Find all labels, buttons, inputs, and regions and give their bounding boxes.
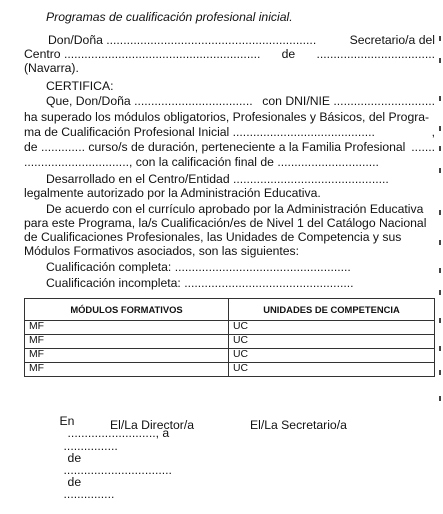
- programa-field: ma de Cualificación Profesional Inicial ..........................................: [24, 125, 375, 139]
- margin-mark: [439, 290, 441, 295]
- secretario-signature-label: El/La Secretario/a: [250, 418, 347, 432]
- uc-cell: UC: [229, 321, 435, 335]
- uc-cell: UC: [229, 349, 435, 363]
- table-row: [25, 335, 435, 349]
- table-row: [25, 363, 435, 377]
- table-header-row: [25, 299, 435, 321]
- table-row: [25, 321, 435, 335]
- navarra-label: (Navarra).: [24, 61, 79, 75]
- margin-mark: [439, 36, 441, 41]
- superado-line: ha superado los módulos obligatorios, Profesionales y Básicos, del Progra-: [24, 110, 430, 124]
- autorizado-line: legalmente autorizado por la Administración Educativa.: [24, 186, 321, 200]
- margin-mark: [439, 168, 441, 173]
- don-dona-field: Don/Doña ..............................................................: [48, 33, 317, 47]
- dni-field: con DNI/NIE ..............................: [262, 94, 435, 108]
- mf-cell: MF: [25, 363, 229, 377]
- en-field: .........................., a: [67, 426, 170, 441]
- dia-field: ................: [63, 438, 118, 453]
- certifica-label: CERTIFICA:: [46, 79, 114, 93]
- centro-de-label: de: [281, 47, 296, 61]
- ano-field: ...............: [63, 487, 115, 502]
- cualificacion-incompleta-line: Cualificación incompleta: ..................................................: [46, 276, 354, 290]
- calificacion-line: ..............................., con la calificación final de ..............................: [24, 155, 379, 169]
- director-label: El/La Director/a: [110, 418, 194, 432]
- margin-mark: [439, 96, 441, 101]
- centro-field: Centro ..........................................................: [24, 47, 261, 61]
- don-dona-line: [24, 34, 435, 47]
- margin-mark: [439, 58, 441, 63]
- margin-mark: [439, 396, 441, 401]
- mf-cell: MF: [25, 335, 229, 349]
- cualificacion-completa-line: Cualificación completa: ....................................................: [46, 260, 351, 274]
- familia-line: [24, 141, 435, 154]
- secretario-label: Secretario/a del: [349, 33, 435, 47]
- acuerdo-line: De acuerdo con el currículo aprobado por la Administración Educativa: [46, 202, 424, 216]
- margin-mark: [439, 268, 441, 273]
- table-row: [25, 349, 435, 363]
- margin-mark: [439, 346, 441, 351]
- en-label: En: [59, 414, 75, 429]
- mf-cell: MF: [25, 321, 229, 335]
- modulos-table: [24, 298, 435, 377]
- de2-label: de: [67, 475, 82, 490]
- familia-dots: .......: [411, 140, 435, 154]
- centro-line: [24, 48, 435, 61]
- uc-cell: UC: [229, 335, 435, 349]
- familia-field: de ............. curso/s de duración, perteneciente a la Familia Profesional: [24, 140, 406, 154]
- mes-field: ................................: [63, 463, 172, 478]
- programa-line: [24, 126, 435, 139]
- modulos-line: Módulos Formativos asociados, son las siguientes:: [24, 244, 300, 258]
- margin-mark: [439, 126, 441, 131]
- header-modulos: MÓDULOS FORMATIVOS: [25, 299, 229, 321]
- uc-cell: UC: [229, 363, 435, 377]
- que-line: [24, 95, 435, 108]
- programa-comma: ,: [431, 125, 435, 139]
- para-este-line: para este Programa, la/s Cualificación/es de Nivel 1 del Catálogo Nacional: [24, 216, 427, 230]
- program-title: Programas de cualificación profesional inicial.: [46, 10, 293, 24]
- margin-mark: [439, 146, 441, 151]
- de1-label: de: [67, 450, 82, 465]
- que-don-dona-field: Que, Don/Doña ...................................: [46, 94, 253, 108]
- margin-mark: [439, 370, 441, 375]
- cualificaciones-line: de Cualificaciones Profesionales, las Unidades de Competencia y sus: [24, 230, 402, 244]
- margin-mark: [439, 210, 441, 215]
- desarrollado-line: Desarrollado en el Centro/Entidad ..............................................: [46, 172, 389, 186]
- header-unidades: UNIDADES DE COMPETENCIA: [229, 299, 435, 321]
- margin-mark: [439, 318, 441, 323]
- margin-mark: [439, 240, 441, 245]
- localidad-field: ...................................: [316, 47, 435, 61]
- mf-cell: MF: [25, 349, 229, 363]
